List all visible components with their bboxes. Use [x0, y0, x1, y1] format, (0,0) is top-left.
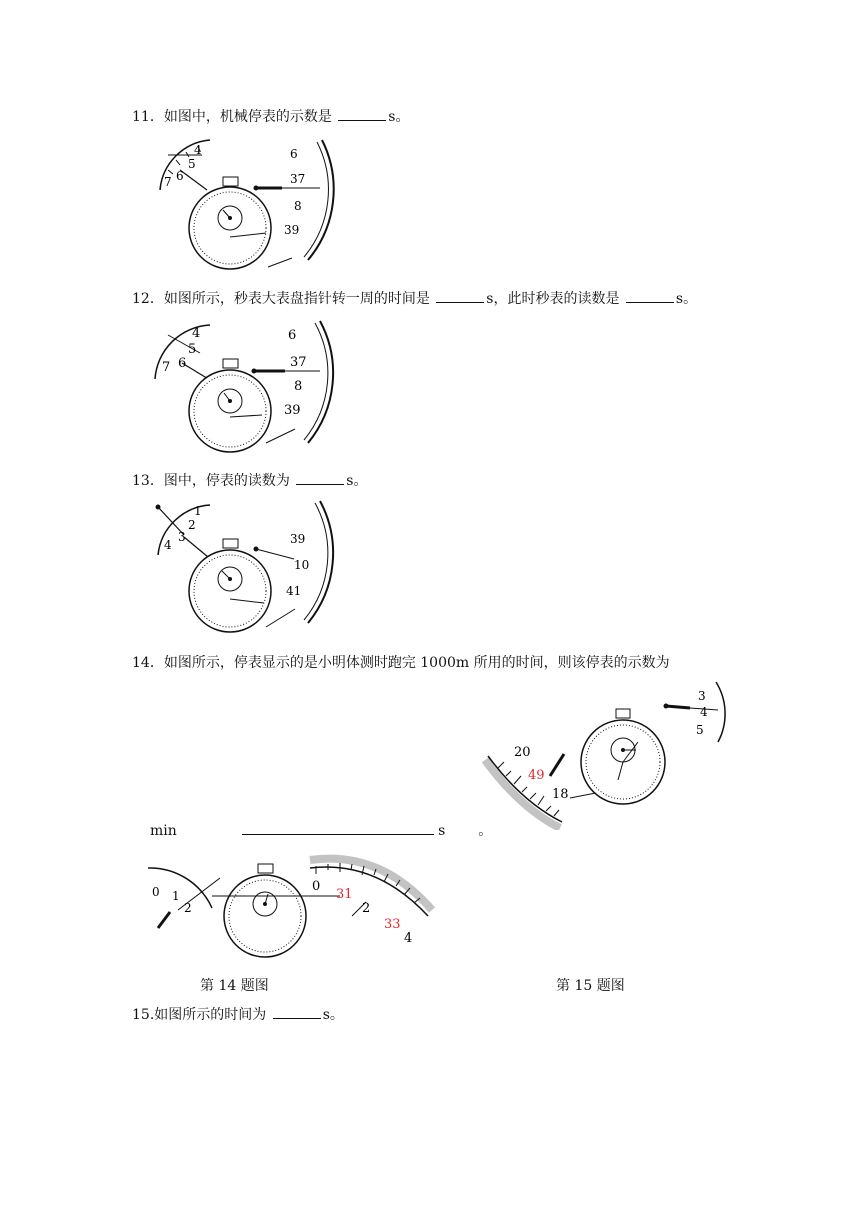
sec-label-red: 33: [384, 917, 401, 932]
question-13-text: 13．图中，停表的读数为: [132, 473, 290, 489]
min-label: 1: [194, 504, 202, 518]
sec-label: 37: [290, 355, 307, 370]
answer-blank[interactable]: [436, 290, 484, 303]
question-12: [132, 288, 697, 308]
min-label: 6: [178, 356, 187, 371]
question-15-text: 15.如图所示的时间为: [132, 1007, 267, 1023]
min-label: 4: [192, 326, 201, 341]
sec-label: 39: [284, 223, 300, 237]
sec-label: 6: [288, 328, 297, 343]
min-label: 4: [164, 538, 172, 552]
question-13: [132, 470, 367, 490]
unit-min: min: [150, 823, 177, 839]
unit-text: s。: [388, 109, 410, 125]
min-label: 1: [172, 889, 180, 903]
question-11: [132, 106, 409, 126]
answer-blank[interactable]: [296, 472, 344, 485]
sec-label: 8: [294, 199, 302, 213]
question-12-mid: s，此时秒表的读数是: [486, 291, 620, 307]
caption-fig-15: 第 15 题图: [556, 978, 625, 994]
min-label: 3: [178, 530, 186, 544]
stopwatch-figure-15: [480, 680, 730, 830]
sec-label: 2: [362, 901, 371, 916]
sec-label: 6: [290, 147, 298, 161]
sec-label: 39: [284, 403, 301, 418]
min-label: 7: [162, 360, 171, 375]
sec-label: 39: [290, 532, 306, 546]
min-label: 2: [184, 901, 192, 915]
question-15: [132, 1004, 344, 1024]
question-14-text: 14．如图所示，停表显示的是小明体测时跑完 1000m 所用的时间，则该停表的示数为: [132, 655, 670, 671]
question-14: [132, 652, 670, 672]
min-label: 4: [194, 143, 202, 157]
answer-blank[interactable]: [273, 1006, 321, 1019]
sec-label-red: 49: [528, 768, 545, 783]
min-label: 2: [188, 518, 196, 532]
answer-blank[interactable]: [338, 108, 386, 121]
stopwatch-figure-13: [150, 497, 350, 642]
unit-text: s。: [346, 473, 368, 489]
min-label: 7: [164, 175, 172, 189]
sec-label: 41: [286, 584, 302, 598]
min-label: 4: [700, 705, 708, 719]
min-label: 5: [188, 342, 197, 357]
sec-label: 0: [312, 879, 321, 894]
min-label: 6: [176, 169, 184, 183]
stopwatch-figure-12: [150, 315, 350, 460]
question-11-text: 11．如图中，机械停表的示数是: [132, 109, 332, 125]
sec-label: 18: [552, 787, 569, 802]
min-label: 3: [698, 689, 706, 703]
sec-label: 20: [514, 745, 531, 760]
caption-fig-14: 第 14 题图: [200, 978, 269, 994]
sec-label: 37: [290, 172, 306, 186]
min-label: 5: [188, 157, 196, 171]
sec-label-red: 31: [336, 887, 353, 902]
period: 。: [478, 823, 493, 839]
stopwatch-figure-14: [140, 850, 440, 965]
min-label: 5: [696, 723, 704, 737]
question-14-answer: [150, 820, 492, 840]
answer-blank[interactable]: [242, 822, 434, 835]
question-12-text: 12．如图所示，秒表大表盘指针转一周的时间是: [132, 291, 430, 307]
sec-label: 10: [294, 558, 310, 572]
min-label: 0: [152, 885, 160, 899]
answer-blank[interactable]: [626, 290, 674, 303]
stopwatch-figure-11: [150, 130, 350, 275]
unit-text: s。: [675, 291, 698, 307]
sec-label: 8: [294, 379, 303, 394]
unit-s: s: [438, 823, 446, 839]
unit-text: s。: [322, 1007, 344, 1023]
sec-label: 4: [404, 931, 413, 946]
